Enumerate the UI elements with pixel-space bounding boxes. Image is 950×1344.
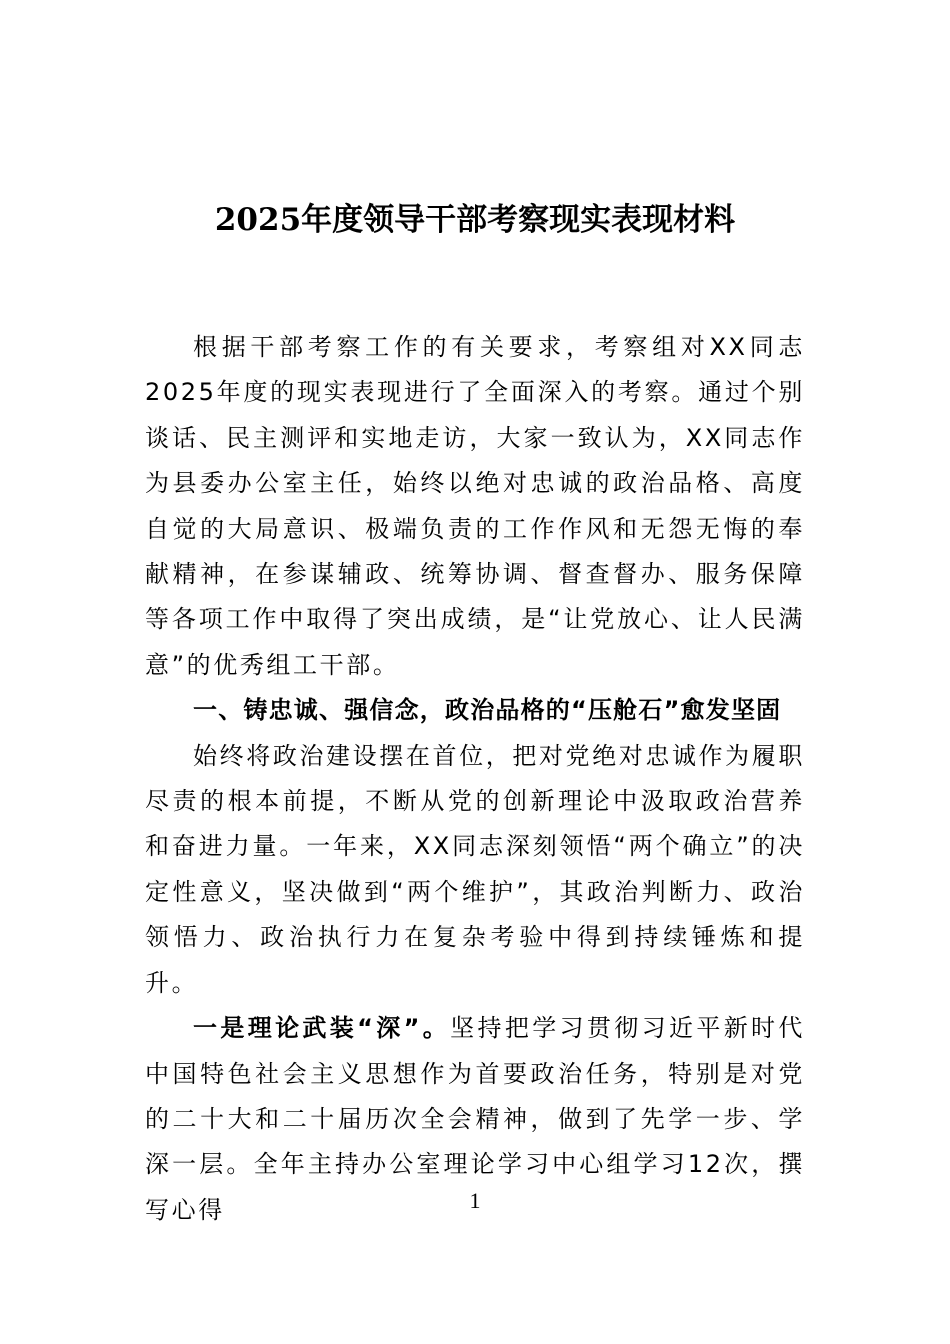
point-1-lead: 一是理论武装“深”。 [193,1014,451,1043]
point-1-text: 坚持把学习贯彻习近平新时代中国特色社会主义思想作为首要政治任务，特别是对党的二十大和二十届历次全会精神，做到了先学一步、学深一层。全年主持办公室理论学习中心组学习12次，撰写心得 [145,1014,806,1224]
document-body [145,325,805,1233]
page-number: 1 [469,1188,481,1213]
document-title: 2025年度领导干部考察现实表现材料 [214,202,736,238]
intro-paragraph: 根据干部考察工作的有关要求，考察组对XX同志2025年度的现实表现进行了全面深入的考察。通过个别谈话、民主测评和实地走访，大家一致认为，XX同志作为县委办公室主任，始终以绝对忠诚的政治品格、高度自觉的大局意识、极端负责的工作作风和无怨无悔的奉献精神，在参谋辅政、统筹协调、督查督办、服务保障等各项工作中取得了突出成绩，是“让党放心、让人民满意”的优秀组工干部。 [145,333,805,679]
section-heading-1: 一、铸忠诚、强信念，政治品格的“压舱石”愈发坚固 [193,696,782,725]
section-1-paragraph: 始终将政治建设摆在首位，把对党绝对忠诚作为履职尽责的根本前提，不断从党的创新理论中汲取政治营养和奋进力量。一年来，XX同志深刻领悟“两个确立”的决定性意义，坚决做到“两个维护”，其政治判断力、政治领悟力、政治执行力在复杂考验中得到持续锤炼和提升。 [145,741,805,997]
